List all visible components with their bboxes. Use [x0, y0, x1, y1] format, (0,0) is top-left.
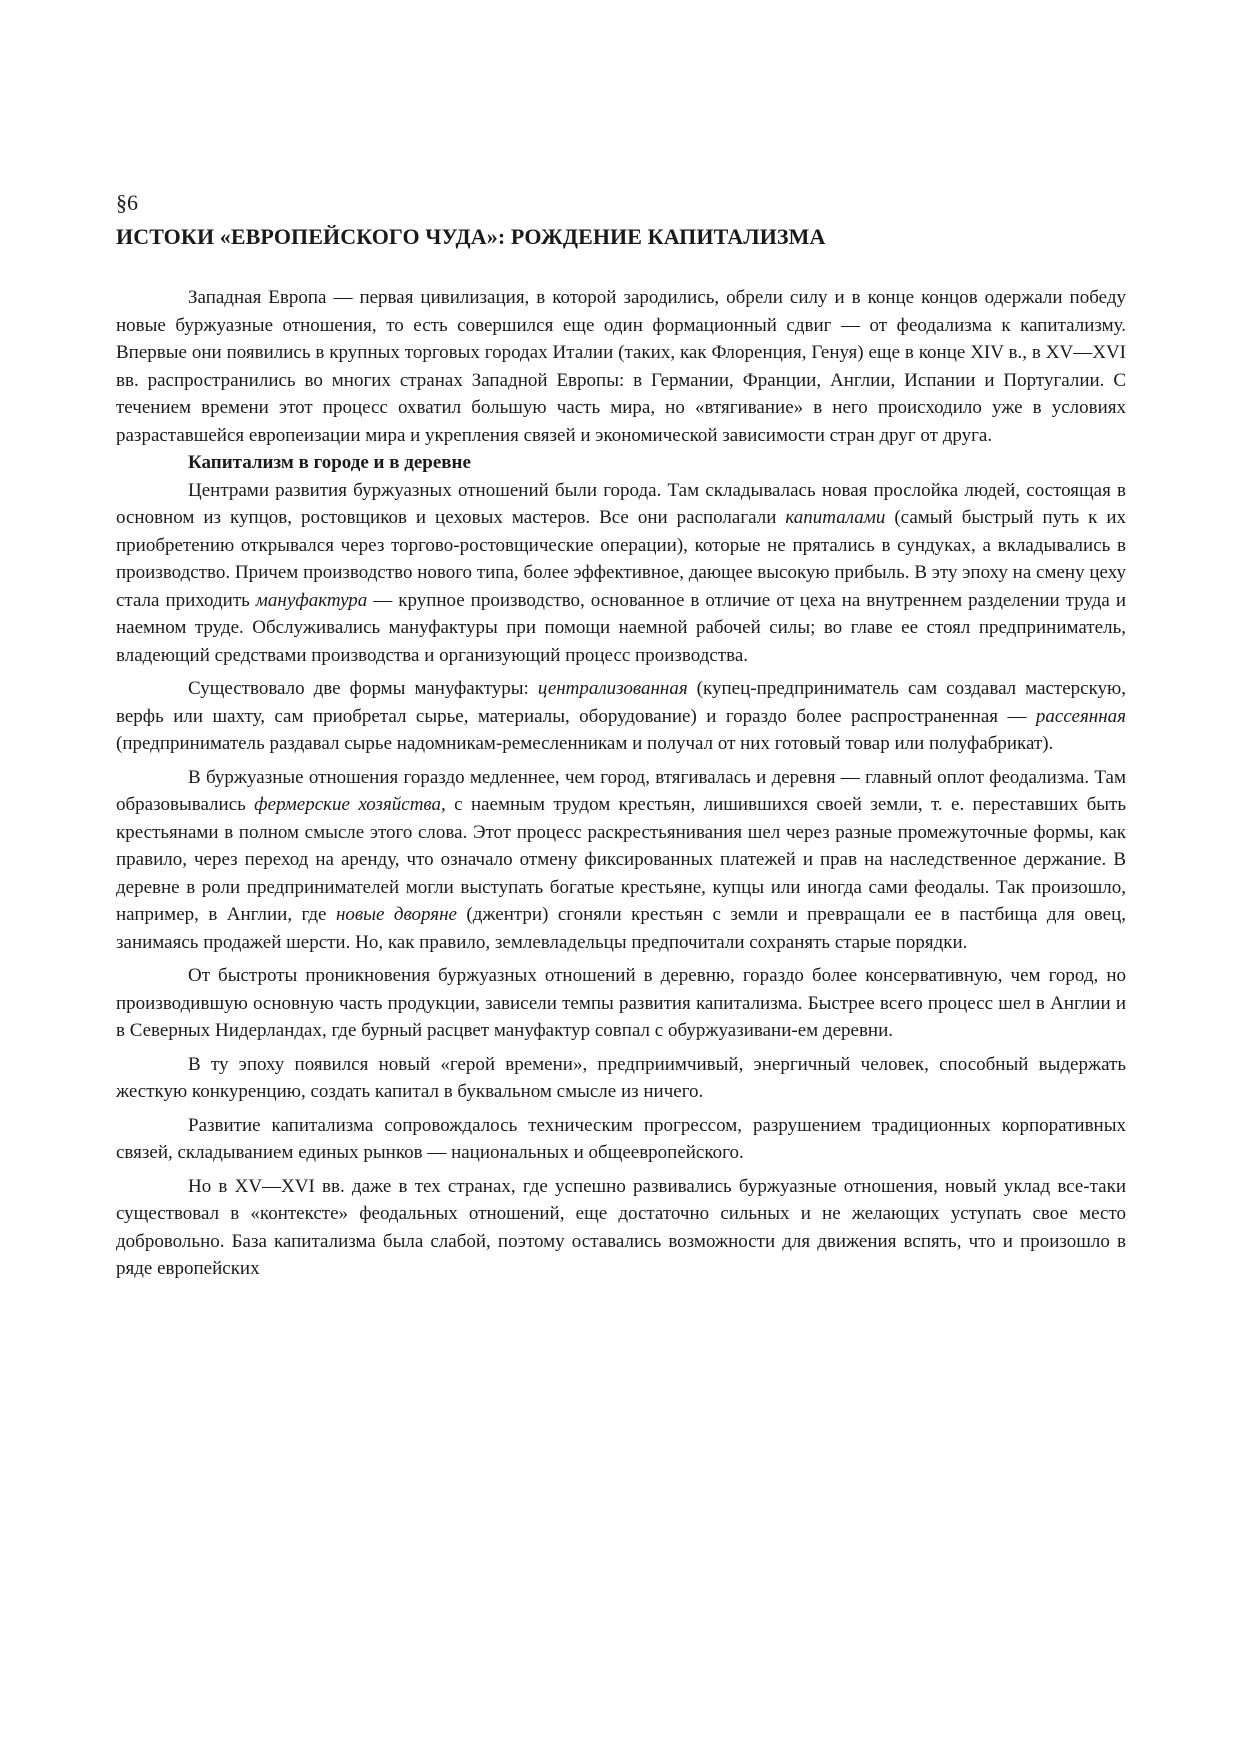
text-run: с наемным трудом крестьян, лишившихся своей земли, т. е. переставших быть крестьянами в полном смысле этого слова. Этот процесс раскрестьянивания шел через разные промежуточные формы, как правило, через переход на аренду, что означало отмену фиксированных платежей и прав на наследственное держание. В деревне в роли предпринимателей могли выступать богатые крестьяне, купцы или иногда сами феодалы. Так произошло, например, в Англии, где: [116, 794, 1126, 925]
chapter-title: ИСТОКИ «ЕВРОПЕЙСКОГО ЧУДА»: РОЖДЕНИЕ КАПИТАЛИЗМА: [116, 224, 826, 249]
paragraph-progress: Развитие капитализма сопровождалось техническим прогрессом, разрушением традиционных корпоративных связей, складыванием единых рынков — национальных и общеевропейского.: [116, 1114, 1126, 1163]
text-run: (джентри) сгоняли крестьян с земли и превращали ее в пастбища для овец, занимаясь продажей шерсти. Но, как правило, землевладельцы предпочитали сохранять старые порядки.: [116, 904, 1126, 953]
text-run: (самый быстрый путь к их приобретению открывался через торгово-ростовщические операции), которые не прятались в сундуках, а вкладывались в производство. Причем производство нового типа, более эффективное, дающее высокую прибыль. В эту эпоху на смену цеху стала приходить: [116, 507, 1126, 611]
subheading: Капитализм в городе и в деревне: [188, 452, 471, 473]
text-run: (предприниматель раздавал сырье надомникам-ремесленникам и получал от них готовый товар или полуфабрикат).: [116, 733, 1054, 754]
text-run: Центрами развития буржуазных отношений были города. Там складывалась новая прослойка людей, состоящая в основном из купцов, ростовщиков и цеховых мастеров. Все они располагали: [116, 479, 1126, 528]
section-number: §6: [116, 190, 138, 215]
document-body: [116, 284, 1126, 1283]
text-run: Существовало две формы мануфактуры:: [188, 678, 538, 699]
paragraph-context: Но в XV—XVI вв. даже в тех странах, где успешно развивались буржуазные отношения, новый уклад все-таки существовал в «контексте» феодальных отношений, еще достаточно сильных и не желающих уступать свое место добровольно. База капитализма была слабой, поэтому оставались возможности для движения вспять, что и произошло в ряде европейских: [116, 1175, 1126, 1279]
emphasis-term: новые дворяне: [335, 904, 457, 925]
text-run: (купец-предприниматель сам создавал мастерскую, верфь или шахту, сам приобретал сырье, материалы, оборудование) и гораздо более распространенная —: [116, 678, 1127, 727]
emphasis-term: капиталами: [785, 507, 886, 528]
paragraph-intro: Западная Европа — первая цивилизация, в которой зародились, обрели силу и в конце концов одержали победу новые буржуазные отношения, то есть совершился еще один формационный сдвиг — от феодализма к капитализму. Впервые они появились в крупных торговых городах Италии (таких, как Флоренция, Генуя) еще в конце XIV в., в XV—XVI вв. распространились во многих странах Западной Европы: в Германии, Франции, Англии, Испании и Португалии. С течением времени этот процесс охватил большую часть мира, но «втягивание» в него происходило уже в условиях разраставшейся европеизации мира и укрепления связей и экономической зависимости стран друг от друга.: [116, 287, 1126, 446]
emphasis-term: фермерские хозяйства,: [254, 794, 446, 815]
paragraph-village: [116, 764, 1126, 957]
emphasis-term: централизованная: [537, 678, 688, 699]
document-page: [116, 190, 1126, 1283]
emphasis-term: рассеянная: [1035, 705, 1126, 727]
paragraph-tempo: От быстроты проникновения буржуазных отношений в деревню, гораздо более консервативную, чем город, но производившую основную часть продукции, зависели темпы развития капитализма. Быстрее всего процесс шел в Англии и в Северных Нидерландах, где бурный расцвет мануфактур совпал с обуржуазивани-ем деревни.: [116, 965, 1126, 1041]
paragraph-manufactory-forms: [116, 675, 1126, 758]
paragraph-cities: [116, 477, 1126, 670]
paragraph-hero: В ту эпоху появился новый «герой времени», предприимчивый, энергичный человек, способный выдержать жесткую конкуренцию, создать капитал в буквальном смысле из ничего.: [116, 1053, 1126, 1102]
text-run: В буржуазные отношения гораздо медленнее, чем город, втягивалась и деревня — главный оплот феодализма. Там образовывались: [116, 766, 1126, 815]
text-run: — крупное производство, основанное в отличие от цеха на внутреннем разделении труда и наемном труде. Обслуживались мануфактуры при помощи наемной рабочей силы; во главе ее стоял предприниматель, владеющий средствами производства и организующий процесс производства.: [116, 589, 1126, 666]
emphasis-term: мануфактура: [255, 589, 368, 611]
